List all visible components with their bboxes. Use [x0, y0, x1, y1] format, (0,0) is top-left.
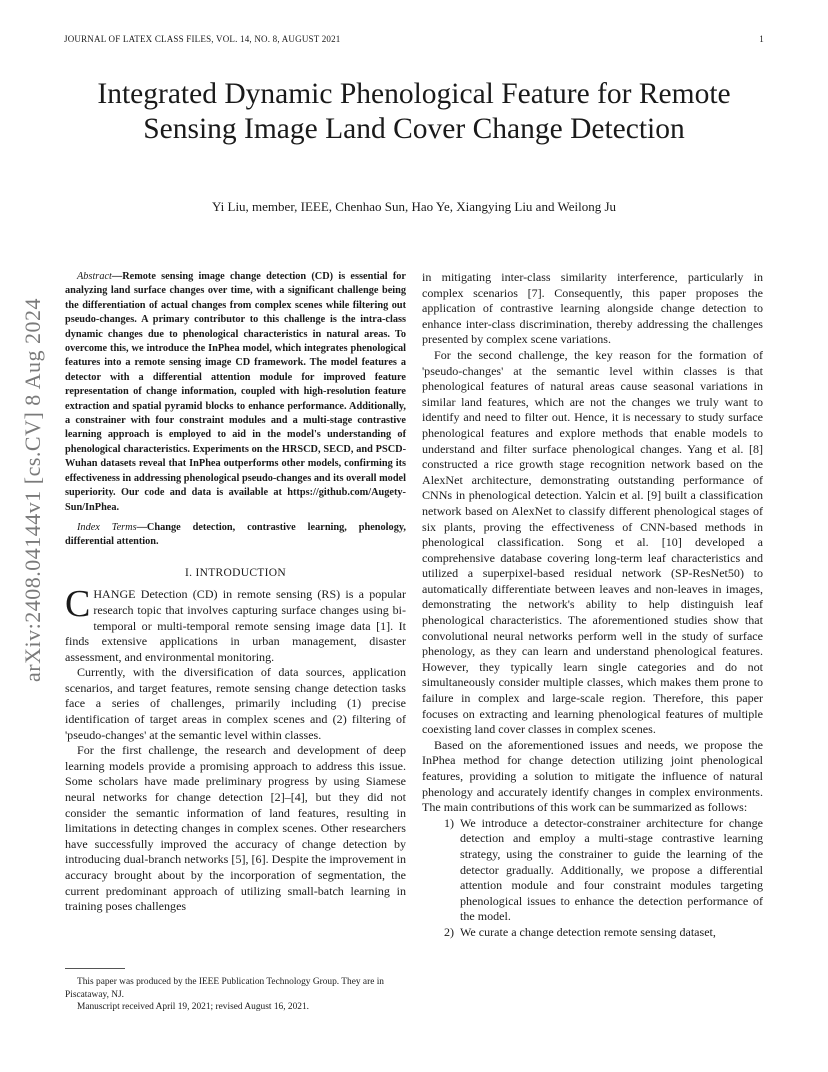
paper-title: Integrated Dynamic Phenological Feature for Remote Sensing Image Land Cover Change Detection	[97, 78, 731, 145]
footnote-1: This paper was produced by the IEEE Publication Technology Group. They are in Piscataway, NJ.	[65, 977, 384, 1000]
list-item-text: We curate a change detection remote sensing dataset,	[460, 924, 716, 939]
abstract-label: Abstract	[77, 271, 112, 282]
right-column	[422, 270, 763, 941]
index-terms	[65, 521, 406, 550]
page-number: 1	[759, 34, 764, 44]
list-item-text: We introduce a detector-constrainer architecture for change detection and employ a multi-stage contrastive learning strategy, using the constrainer to guide the learning of the detector gradually. Additionally, we propose a differential attention module and four constraint modules targeting phenological issues to enhance the detection performance of the model.	[460, 815, 763, 924]
abstract-text: —Remote sensing image change detection (CD) is essential for analyzing land surface changes over time, with a significant challenge being the differentiation of actual changes from complex scenes while filtering out pseudo-changes. A primary contributor to this challenge is the intra-class dynamic changes due to phenological characteristics in natural areas. To overcome this, we introduce the InPhea model, which integrates phenological features into a remote sensing image CD framework. The model features a detector with a differential attention module for improved feature representation of change information, coupled with high-resolution feature extraction and spatial pyramid blocks to enhance performance. Additionally, a constrainer with four constraint modules and a multi-stage contrastive learning approach is employed to aid in the model's understanding of phenological characteristics. Experiments on the HRSCD, SECD, and PSCD-Wuhan datasets reveal that InPhea outperforms other models, confirming its effectiveness in addressing phenological pseudo-changes and its overall model superiority. Our code and data is available at https://github.com/Augety-Sun/InPhea.	[65, 271, 406, 513]
running-header	[64, 34, 764, 44]
footnote-rule	[65, 968, 125, 969]
footnote-2: Manuscript received April 19, 2021; revised August 16, 2021.	[77, 1002, 309, 1012]
list-item	[422, 816, 763, 925]
index-terms-label: Index Terms	[77, 521, 137, 533]
intro-paragraph-3: For the first challenge, the research and development of deep learning models provide a promising approach to address this issue. Some scholars have made preliminary progress by using Siamese neural networks for change detection [2]–[4], but they did not consider the semantic information of land features, resulting in limitations in detecting changes in complex scenes. Other researchers have successfully improved the accuracy of change detection by introducing dual-branch networks [5], [6]. Despite the improvement in accuracy brought about by the incorporation of segmentation, the current predominant approach of utilizing small-batch learning in training poses challenges	[65, 743, 406, 914]
intro-paragraph-1	[65, 583, 406, 665]
right-paragraph-2: For the second challenge, the key reason for the formation of 'pseudo-changes' at the semantic level within classes is that phenological features of natural areas cause seasonal variations in similar land features, which are not the changes we truly want to identify and need to filter out. Hence, it is necessary to study surface phenological features and explore methods that enable models to understand and filter surface phenological changes. Yang et al. [8] constructed a rice growth stage recognition network based on the AlexNet architecture, demonstrating outstanding performance of CNNs in phenological detection. Yalcin et al. [9] built a classification network based on AlexNet to classify different phenological stages of six plants, proving the effectiveness of CNN-based methods in phenological classification. Song et al. [10] developed a comprehensive database covering long-term leaf characteristics and utilized a superpixel-based residual network (SP-ResNet50) to automatically differentiate between leaves and non-leaves in images, demonstrating the network's ability to help distinguish leaf phenological characteristics. The aforementioned studies show that convolutional neural networks perform well in the study of surface phenology, as they can learn and understand phenological features. However, they typically learn single categories and do not simultaneously consider multiple classes, which makes them prone to failure in complex and large-scale region. Therefore, this paper focuses on extracting and learning phenological features of multiple coexisting land cover classes in complex scenes.	[422, 347, 763, 737]
list-item	[422, 925, 763, 941]
drop-cap: C	[65, 583, 91, 626]
left-column	[65, 270, 406, 915]
paper-authors: Yi Liu, member, IEEE, Chenhao Sun, Hao Ye, Xiangying Liu and Weilong Ju	[211, 199, 617, 214]
journal-name: JOURNAL OF LATEX CLASS FILES, VOL. 14, NO. 8, AUGUST 2021	[64, 34, 341, 44]
right-paragraph-3: Based on the aforementioned issues and needs, we propose the InPhea method for change detection utilizing joint phenological features, providing a solution to mitigate the influence of natural phenology and accurately identify changes in complex environments. The main contributions of this work can be summarized as follows:	[422, 737, 763, 815]
list-item-number: 1)	[443, 815, 454, 830]
section-heading: I. INTRODUCTION	[185, 566, 286, 579]
abstract	[65, 270, 406, 515]
list-item-number: 2)	[443, 924, 454, 939]
right-paragraph-1: in mitigating inter-class similarity interference, particularly in complex scenarios [7]. Consequently, this paper proposes the application of contrastive learning alongside change detection to enhance inter-class discrimination, thereby addressing the challenges presented by complex scene variations.	[422, 270, 763, 347]
contributions-list	[422, 816, 763, 941]
intro-p1-text: HANGE Detection (CD) in remote sensing (RS) is a popular research topic that involves capturing surface changes using bi-temporal or multi-temporal remote sensing image data [1]. It finds extensive applications in urban management, disaster assessment, and environmental monitoring.	[65, 587, 406, 664]
arxiv-id-text: arXiv:2408.04144v1 [cs.CV] 8 Aug 2024	[20, 298, 45, 682]
footnotes	[65, 976, 406, 1014]
index-terms-text: —Change detection, contrastive learning, phenology, differential attention.	[65, 521, 406, 548]
intro-paragraph-2: Currently, with the diversification of data sources, application scenarios, and target features, remote sensing change detection tasks face a series of challenges, primarily including (1) precise identification of target areas in complex scenes and (2) filtering of 'pseudo-changes' at the semantic level within classes.	[65, 665, 406, 742]
arxiv-identifier	[20, 290, 46, 690]
